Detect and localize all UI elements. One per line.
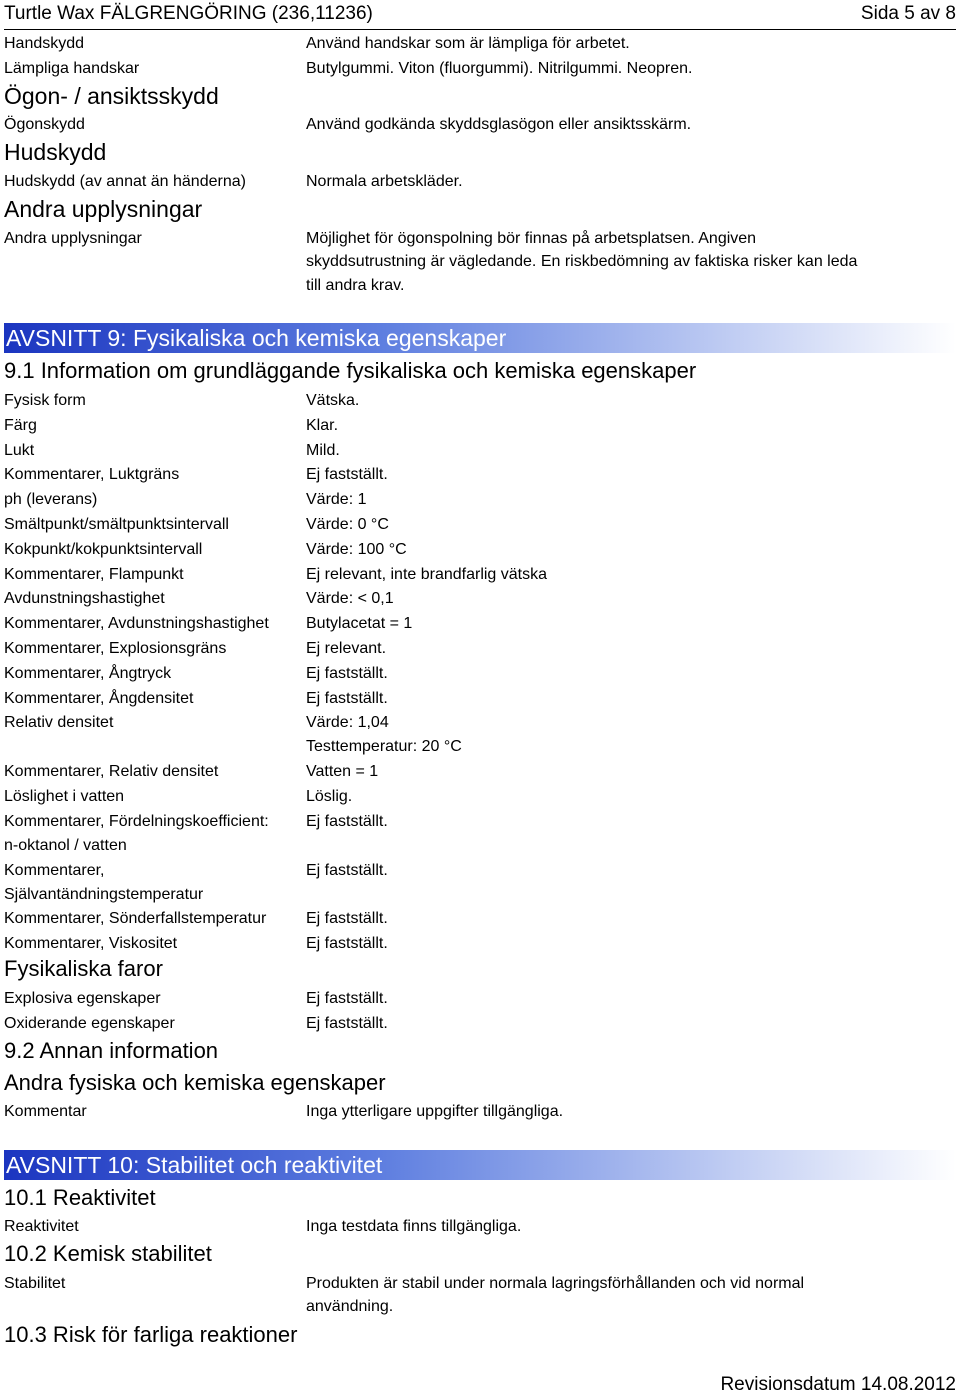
property-label: Lukt [4,441,35,459]
section-9-title: AVSNITT 9: Fysikaliska och kemiska egenskaper [6,325,507,351]
property-label: ph (leverans) [4,491,98,509]
property-value: Ej fastställt. [306,466,388,484]
property-label-continued: n-oktanol / vatten [4,836,127,854]
gloves-value: Butylgummi. Viton (fluorgummi). Nitrilgummi. Neopren. [306,60,693,77]
property-value: Butylacetat = 1 [306,615,413,633]
property-value: Ej fastställt. [306,664,388,682]
hand-protection-value: Använd handskar som är lämpliga för arbetet. [306,35,630,52]
explosive-value: Ej fastställt. [306,990,388,1007]
property-label: Löslighet i vatten [4,788,125,805]
other-info-heading: Andra upplysningar [4,196,203,222]
header-divider [4,29,956,30]
eye-protection-label: Ögonskydd [4,116,85,133]
section-9-title-bar [4,323,956,353]
section-10-3-heading: 10.3 Risk för farliga reaktioner [4,1322,298,1347]
oxidizing-value: Ej fastställt. [306,1015,388,1032]
property-value: Vätska. [306,392,360,409]
property-value: Värde: 100 °C [306,540,407,558]
property-label: Kommentarer, Flampunkt [4,565,184,583]
property-value: Ej relevant. [306,640,387,657]
page-number: Sida 5 av 8 [860,3,956,24]
skin-protection-heading: Hudskydd [4,139,107,165]
section-9-2-heading: 9.2 Annan information [4,1038,219,1063]
reactivity-label: Reaktivitet [4,1218,79,1235]
property-value: Mild. [306,441,340,459]
property-label: Kommentarer, Sönderfallstemperatur [4,910,267,928]
property-label: Kommentarer, Ångtryck [4,664,172,682]
section-10-title: AVSNITT 10: Stabilitet och reaktivitet [6,1152,383,1178]
property-label: Kommentarer, Viskositet [4,935,178,953]
property-value: Värde: 0 °C [306,516,389,533]
document-title: Turtle Wax FÄLGRENGÖRING (236,11236) [4,3,373,24]
property-label: Kommentarer, Avdunstningshastighet [4,615,269,633]
explosive-label: Explosiva egenskaper [4,990,161,1007]
section-10-2-heading: 10.2 Kemisk stabilitet [4,1241,212,1266]
stability-value-line: användning. [306,1298,394,1315]
property-label: Kommentarer, Explosionsgräns [4,640,227,657]
property-value: Löslig. [306,788,353,805]
property-label: Kommentarer, Fördelningskoefficient: [4,812,269,830]
property-label: Kommentarer, Relativ densitet [4,763,219,781]
property-label: Smältpunkt/smältpunktsintervall [4,516,229,533]
property-label: Färg [4,416,37,434]
page-header [4,2,956,26]
section-10-title-bar [4,1150,956,1180]
stability-value-line: Produkten är stabil under normala lagringsförhållanden och vid normal [306,1275,805,1292]
stability-label: Stabilitet [4,1275,66,1292]
revision-date: Revisionsdatum 14.08.2012 [720,1374,956,1395]
property-value: Ej fastställt. [306,861,388,879]
property-value: Klar. [306,416,339,434]
other-info-line: till andra krav. [306,277,405,294]
eye-protection-heading: Ögon- / ansiktsskydd [4,83,219,109]
property-value: Ej fastställt. [306,910,388,928]
other-info-line: skyddsutrustning är vägledande. En riskbedömning av faktiska risker kan leda [306,253,858,270]
section-10-1-heading: 10.1 Reaktivitet [4,1185,156,1210]
oxidizing-label: Oxiderande egenskaper [4,1015,175,1032]
other-info-line: Möjlighet för ögonspolning bör finnas på arbetsplatsen. Angiven [306,230,757,247]
property-label-continued: Självantändningstemperatur [4,885,204,903]
property-value: Ej relevant, inte brandfarlig vätska [306,565,548,583]
property-label: Kommentarer, Ångdensitet [4,689,194,707]
skin-protection-value: Normala arbetskläder. [306,173,463,190]
property-value: Ej fastställt. [306,935,388,953]
reactivity-value: Inga testdata finns tillgängliga. [306,1218,522,1235]
section-9-1-heading: 9.1 Information om grundläggande fysikaliska och kemiska egenskaper [4,358,697,383]
property-label: Kokpunkt/kokpunktsintervall [4,540,203,558]
property-value: Värde: 1 [306,491,367,509]
property-value: Ej fastställt. [306,689,388,707]
property-value: Värde: 1,04 [306,714,389,732]
hand-protection-label: Handskydd [4,35,85,52]
property-value: Vatten = 1 [306,763,379,781]
comment-label: Kommentar [4,1103,87,1120]
property-value-continued: Testtemperatur: 20 °C [306,738,462,756]
gloves-label: Lämpliga handskar [4,60,140,77]
property-label: Avdunstningshastighet [4,590,165,608]
property-value: Värde: < 0,1 [306,590,394,608]
property-label: Fysisk form [4,392,86,409]
property-label: Relativ densitet [4,714,114,732]
other-properties-heading: Andra fysiska och kemiska egenskaper [4,1070,386,1095]
skin-protection-label: Hudskydd (av annat än händerna) [4,173,246,190]
physical-hazards-heading: Fysikaliska faror [4,956,163,981]
property-label: Kommentarer, [4,861,105,879]
property-value: Ej fastställt. [306,812,388,830]
comment-value: Inga ytterligare uppgifter tillgängliga. [306,1103,564,1120]
property-label: Kommentarer, Luktgräns [4,466,180,484]
eye-protection-value: Använd godkända skyddsglasögon eller ansiktsskärm. [306,116,692,133]
other-info-label: Andra upplysningar [4,230,142,247]
